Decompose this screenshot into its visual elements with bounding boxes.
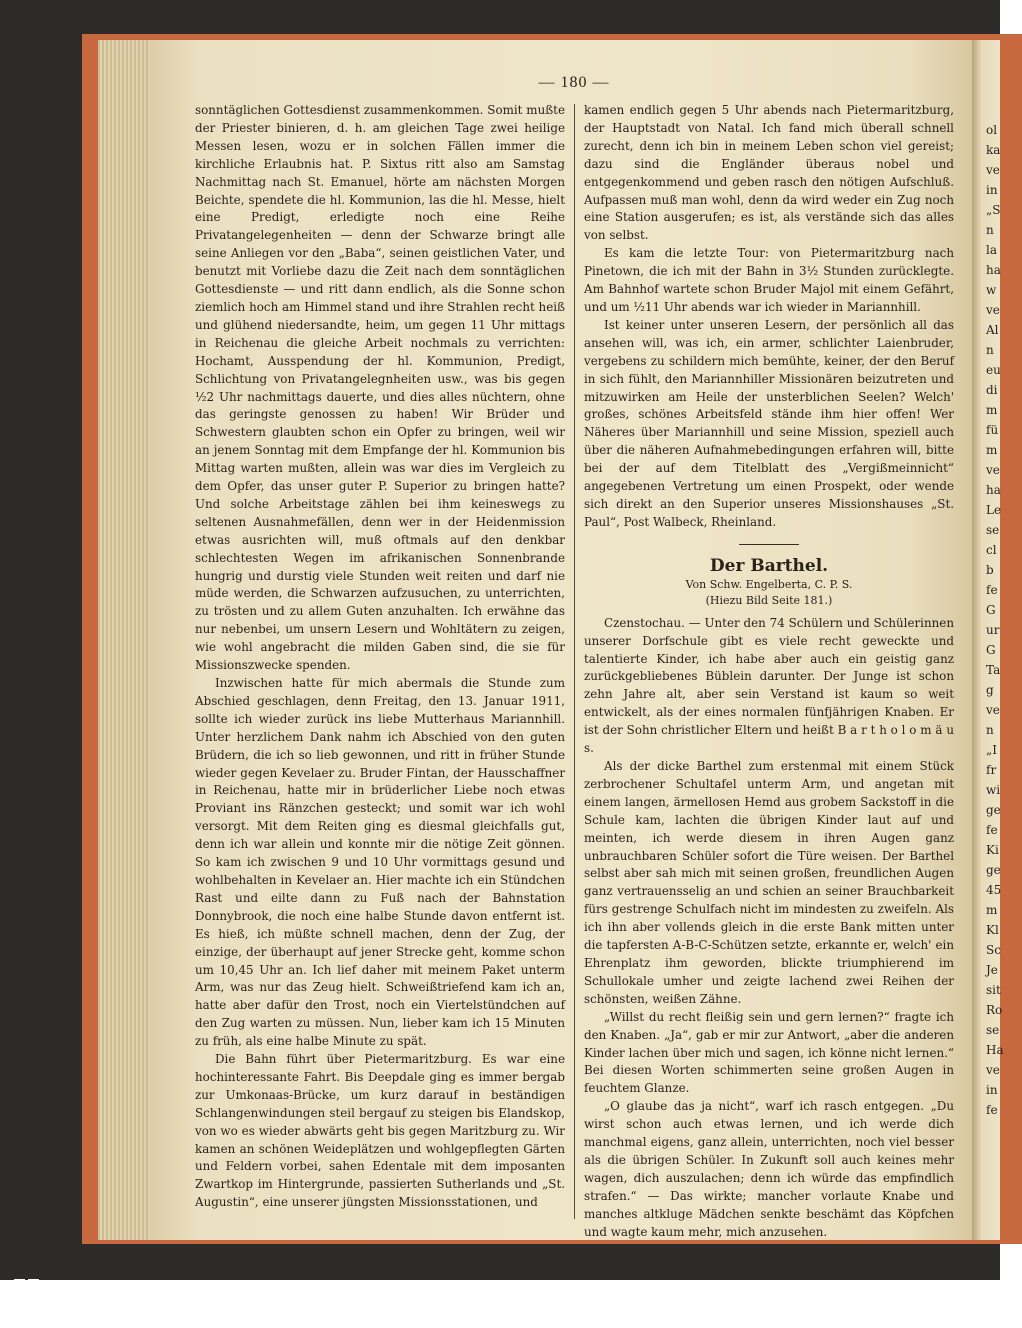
paragraph: Die Bahn führt über Pietermaritzburg. Es war eine hochinteressante Fahrt. Bis Deepdale ging es immer bergab zur Umkonaas-Brücke, um kurz darauf in beständigen Schlangenwindungen steil bergauf zu steigen bis Elandskop, von wo es wieder abwärts geht bis gegen Maritzburg zu. Wir kamen an schönen Weideplätzen und wohlgepflegten Gärten und Feldern vorbei, sahen Edentale mit dem imposanten Zwartkop im Hintergrunde, passierten Sutherlands und „St. Augustin“, eine unserer jüngsten Missionsstationen, und bbox=[195, 1052, 565, 1210]
next-page-fragment: Sc bbox=[986, 943, 1001, 957]
next-page-text-strip bbox=[986, 120, 1004, 1120]
next-page-fragment: ha bbox=[986, 483, 1001, 497]
title-rule bbox=[739, 544, 799, 545]
next-page-fragment: 45 bbox=[986, 883, 1002, 897]
next-page-fragment: Ta bbox=[986, 663, 1001, 677]
article-note: (Hiezu Bild Seite 181.) bbox=[705, 593, 833, 607]
next-page-fragment: G bbox=[986, 643, 996, 657]
next-page-fragment: cl bbox=[986, 543, 997, 557]
library-logo-icon bbox=[14, 1279, 40, 1321]
next-page-fragment: fü bbox=[986, 423, 999, 437]
next-page-fragment: w bbox=[986, 283, 997, 297]
next-page-fragment: m bbox=[986, 903, 998, 917]
logo-line: BIBLIOTHEK bbox=[50, 1294, 116, 1306]
paragraph: sonntäglichen Gottesdienst zusammenkommen. Somit mußte der Priester binieren, d. h. am gleichen Tage zwei heilige Messen lesen, wozu er in solchen Fällen immer die kirchliche Erlaubnis hat. P. Sixtus ritt also am Samstag Nachmittag nach St. Emanuel, hörte am nächsten Morgen Beichte, spendete die hl. Kommunion, las die hl. Messe, hielt eine Predigt, erledigte noch eine Reihe Privatangelegenheiten — denn der Schwarze bringt alle seine Anliegen vor den „Baba“, seinen geistlichen Vater, und benutzt mit Vorliebe dazu die Zeit nach dem sonntäglichen Gottesdienste — und ritt dann endlich, als die Sonne schon ziemlich hoch am Himmel stand und ihre Strahlen recht heiß und glühend niedersandte, heim, um gegen 11 Uhr mittags in Reichenau die gleiche Arbeit nochmals zu verrichten: Hochamt, Ausspendung der hl. Kommunion, Predigt, Schlichtung von Privatangelegnheiten usw., was bis gegen ½2 Uhr nachmittags dauerte, und dies alles nüchtern, ohne das geringste genossen zu haben! Wir Brüder und Schwestern glaubten schon ein Opfer zu bringen, weil wir an jenem Sonntag mit dem Empfange der hl. Kommunion bis Mittag warten mußten, allein was war dies im Vergleich zu dem Opfer, das unser guter P. Superior zu bringen hatte? Und solche Arbeitstage zählen bei ihm keineswegs zu seltenen Ausnahmefällen, denn wer in der Heidenmission etwas ausrichten will, muß oftmals auf den denkbar schlechtesten Wegen im afrikanischen Sonnenbrande hungrig und durstig viele Stunden weit reiten und darf nie müde werden, die Schwarzen aufzusuchen, zu unterrichten, zu trösten und zu allem Guten anzuhalten. Ich erwähne das nur nebenbei, um unsern Lesern und Wohltätern zu zeigen, wie wohl angebracht die milden Gaben sind, die sie für Missionszwecke spenden. bbox=[195, 103, 565, 673]
next-page-fragment: ge bbox=[986, 863, 1001, 877]
paragraph: „O glaube das ja nicht“, warf ich rasch entgegen. „Du wirst schon auch etwas lernen, und ich werde dich manchmal eigens, ganz allein, unterrichten, noch viel besser als die übrigen Schüler. In Zukunft soll auch keines mehr wagen, dich auszulachen; denn ich würde das empfindlich strafen.“ — Das wirkte; mancher vorlaute Knabe und manches altkluge Mädchen senkte beschämt das Köpfchen und wagte kaum mehr, mich anzusehen. bbox=[584, 1099, 954, 1239]
next-page-fragment: m bbox=[986, 403, 998, 417]
next-page-fragment: Kl bbox=[986, 923, 999, 937]
next-page-fragment: Ro bbox=[986, 1003, 1003, 1017]
paragraph: Czenstochau. — Unter den 74 Schülern und Schülerinnen unserer Dorfschule gibt es viele recht geweckte und talentierte Kinder, ich habe aber auch ein geistig ganz zurückgebliebenes Büblein darunter. Der Junge ist schon zehn Jahre alt, aber sein Verstand ist kaum so weit entwickelt, als der eines normalen fünfjährigen Knaben. Er ist der Sohn christlicher Eltern und heißt B a r t h o l o m ä u s. bbox=[584, 615, 954, 756]
next-page-fragment: ve bbox=[986, 463, 1000, 477]
next-page-fragment: m bbox=[986, 443, 998, 457]
next-page-fragment: Al bbox=[986, 323, 999, 337]
next-page-fragment: „S bbox=[986, 203, 1001, 217]
column-divider bbox=[574, 104, 575, 1219]
next-page-fragment: fr bbox=[986, 763, 997, 777]
next-page-fragment: eu bbox=[986, 363, 1001, 377]
logo-line: PADERBORN bbox=[50, 1305, 118, 1317]
next-page-fragment: Ki bbox=[986, 843, 999, 857]
next-page-fragment: la bbox=[986, 243, 997, 257]
page-edges bbox=[98, 40, 150, 1240]
next-page-fragment: ge bbox=[986, 803, 1001, 817]
paragraph: kamen endlich gegen 5 Uhr abends nach Pietermaritzburg, der Hauptstadt von Natal. Ich fand mich überall schnell zurecht, denn ich bin in meinem Leben schon viel gereist; dazu sind die Engländer überaus nobel und entgegenkommend und geben rasch den nötigen Aufschluß. Aufpassen muß man wohl, denn da wird weder ein Zug noch eine Station ausgerufen; es ist, als verstände sich das alles von selbst. bbox=[584, 103, 954, 243]
left-column bbox=[195, 102, 565, 1212]
next-page-fragment: in bbox=[986, 183, 998, 197]
right-column bbox=[584, 102, 954, 1241]
next-page-fragment: in bbox=[986, 1083, 998, 1097]
next-page-fragment: ka bbox=[986, 143, 1001, 157]
next-page-fragment: „I bbox=[986, 743, 997, 757]
next-page-fragment: di bbox=[986, 383, 998, 397]
next-page-fragment: Ha bbox=[986, 1043, 1004, 1057]
next-page-fragment: se bbox=[986, 523, 1000, 537]
paragraph: Als der dicke Barthel zum erstenmal mit einem Stück zerbrochener Schultafel unterm Arm, und angetan mit einem langen, ärmellosen Hemd aus grobem Sackstoff in die Schule kam, lachten die übrigen Kinder laut auf und meinten, ich werde diesem in ihren Augen ganz unbrauchbaren Schüler sofort die Türe weisen. Der Barthel selbst aber sah mich mit seinen großen, freundlichen Augen ganz vertrauensselig an und schien an seiner Brauchbarkeit fürs gestrenge Schulfach nicht im mindesten zu zweifeln. Als ich ihn aber vollends gleich in die erste Bank mitten unter die tapfersten A-B-C-Schützen setzte, erkannte er, welch' ein Ehrenplatz ihm geworden, blickte triumphierend im Schullokale umher und zeigte lachend zwei Reihen der schönsten, weißen Zähne. bbox=[584, 759, 954, 1006]
next-page-fragment: b bbox=[986, 563, 994, 577]
next-page-fragment: ur bbox=[986, 623, 1000, 637]
next-page-fragment: ve bbox=[986, 1063, 1000, 1077]
article-body bbox=[584, 615, 954, 1242]
right-column-intro bbox=[584, 102, 954, 532]
library-logo bbox=[14, 1279, 132, 1321]
next-page-fragment: ha bbox=[986, 263, 1001, 277]
next-page-fragment: se bbox=[986, 1023, 1000, 1037]
logo-line: UNIVERSITÄTS- bbox=[50, 1283, 132, 1295]
article-title: Der Barthel. bbox=[709, 555, 829, 576]
next-page-fragment: g bbox=[986, 683, 994, 697]
next-page-fragment: G bbox=[986, 603, 996, 617]
next-page-fragment: ve bbox=[986, 163, 1000, 177]
next-page-fragment: wi bbox=[986, 783, 1001, 797]
next-page-fragment: n bbox=[986, 343, 994, 357]
next-page-fragment: n bbox=[986, 723, 994, 737]
next-page-fragment: fe bbox=[986, 1103, 998, 1117]
next-page-fragment: fe bbox=[986, 583, 998, 597]
next-page-fragment: fe bbox=[986, 823, 998, 837]
page-number: — 180 — bbox=[538, 74, 610, 91]
library-logo-text bbox=[50, 1284, 132, 1317]
article-author: Von Schw. Engelberta, C. P. S. bbox=[685, 577, 853, 591]
next-page-fragment: sit bbox=[986, 983, 1001, 997]
paragraph: Inzwischen hatte für mich abermals die Stunde zum Abschied geschlagen, denn Freitag, den 13. Januar 1911, sollte ich wieder zurück ins liebe Mutterhaus Mariannhill. Unter herzlichem Dank nahm ich Abschied von den guten Brüdern, die ich so lieb gewonnen, und ritt in früher Stunde wieder gegen Kevelaer zu. Bruder Fintan, der Hausschaffner in Reichenau, hatte mir in brüderlicher Liebe noch etwas Proviant ins Ränzchen gesteckt; und somit war ich wohl versorgt. Mit dem Reiten ging es diesmal gleichfalls gut, denn ich war allein und konnte mir die nötige Zeit gönnen. So kam ich zwischen 9 und 10 Uhr vormittags gesund und wohlbehalten in Kevelaer an. Hier machte ich ein Stündchen Rast und eilte dann zu Fuß nach der Bahnstation Donnybrook, die noch eine halbe Stunde davon entfernt ist. Es hieß, ich müßte schnell machen, denn der Zug, der einzige, der überhaupt auf jener Strecke geht, komme schon um 10,45 Uhr an. Ich lief daher mit meinem Paket unterm Arm, was nur das Zeug hielt. Schweißtriefend kam ich an, hatte aber dafür den Trost, noch ein Viertelstündchen auf den Zug warten zu müssen. Nun, lieber kam ich 15 Minuten zu früh, als eine halbe Minute zu spät. bbox=[195, 676, 565, 1049]
paragraph: „Willst du recht fleißig sein und gern lernen?“ fragte ich den Knaben. „Ja“, gab er mir zur Antwort, „aber die anderen Kinder lachen über mich und sagen, ich könne nicht lernen.“ Bei diesen Worten schimmerten seine großen Augen in feuchtem Glanze. bbox=[584, 1009, 954, 1096]
next-page-fragment: ve bbox=[986, 303, 1000, 317]
next-page-fragment: n bbox=[986, 223, 994, 237]
next-page-fragment: Le bbox=[986, 503, 1002, 517]
paragraph: Es kam die letzte Tour: von Pietermaritzburg nach Pinetown, die ich mit der Bahn in 3½ Stunden zurücklegte. Am Bahnhof wartete schon Bruder Majol mit einem Gefährt, und um ½11 Uhr abends war ich wieder in Mariannhill. bbox=[584, 246, 954, 314]
next-page-fragment: ol bbox=[986, 123, 998, 137]
next-page-fragment: Je bbox=[986, 963, 998, 977]
paragraph: Ist keiner unter unseren Lesern, der persönlich all das ansehen will, was ich, ein armer, schlichter Laienbruder, vergebens zu schildern mich bemühte, keiner, der den Beruf in sich fühlt, den Mariannhiller Missionären beizutreten und mitzuwirken am Heile der unsterblichen Seelen? Welch' großes, schönes Arbeitsfeld stände ihm hier offen! Wer Näheres über Mariannhill und seine Mission, speziell auch über die näheren Aufnahmebedingungen erfahren will, bitte bei der auf dem Titelblatt des „Vergißmeinnicht“ angegebenen Vertretung um einen Prospekt, oder wende sich direkt an den Superior unseres Missionshauses „St. Paul“, Post Walbeck, Rheinland. bbox=[584, 317, 954, 529]
next-page-fragment: ve bbox=[986, 703, 1000, 717]
